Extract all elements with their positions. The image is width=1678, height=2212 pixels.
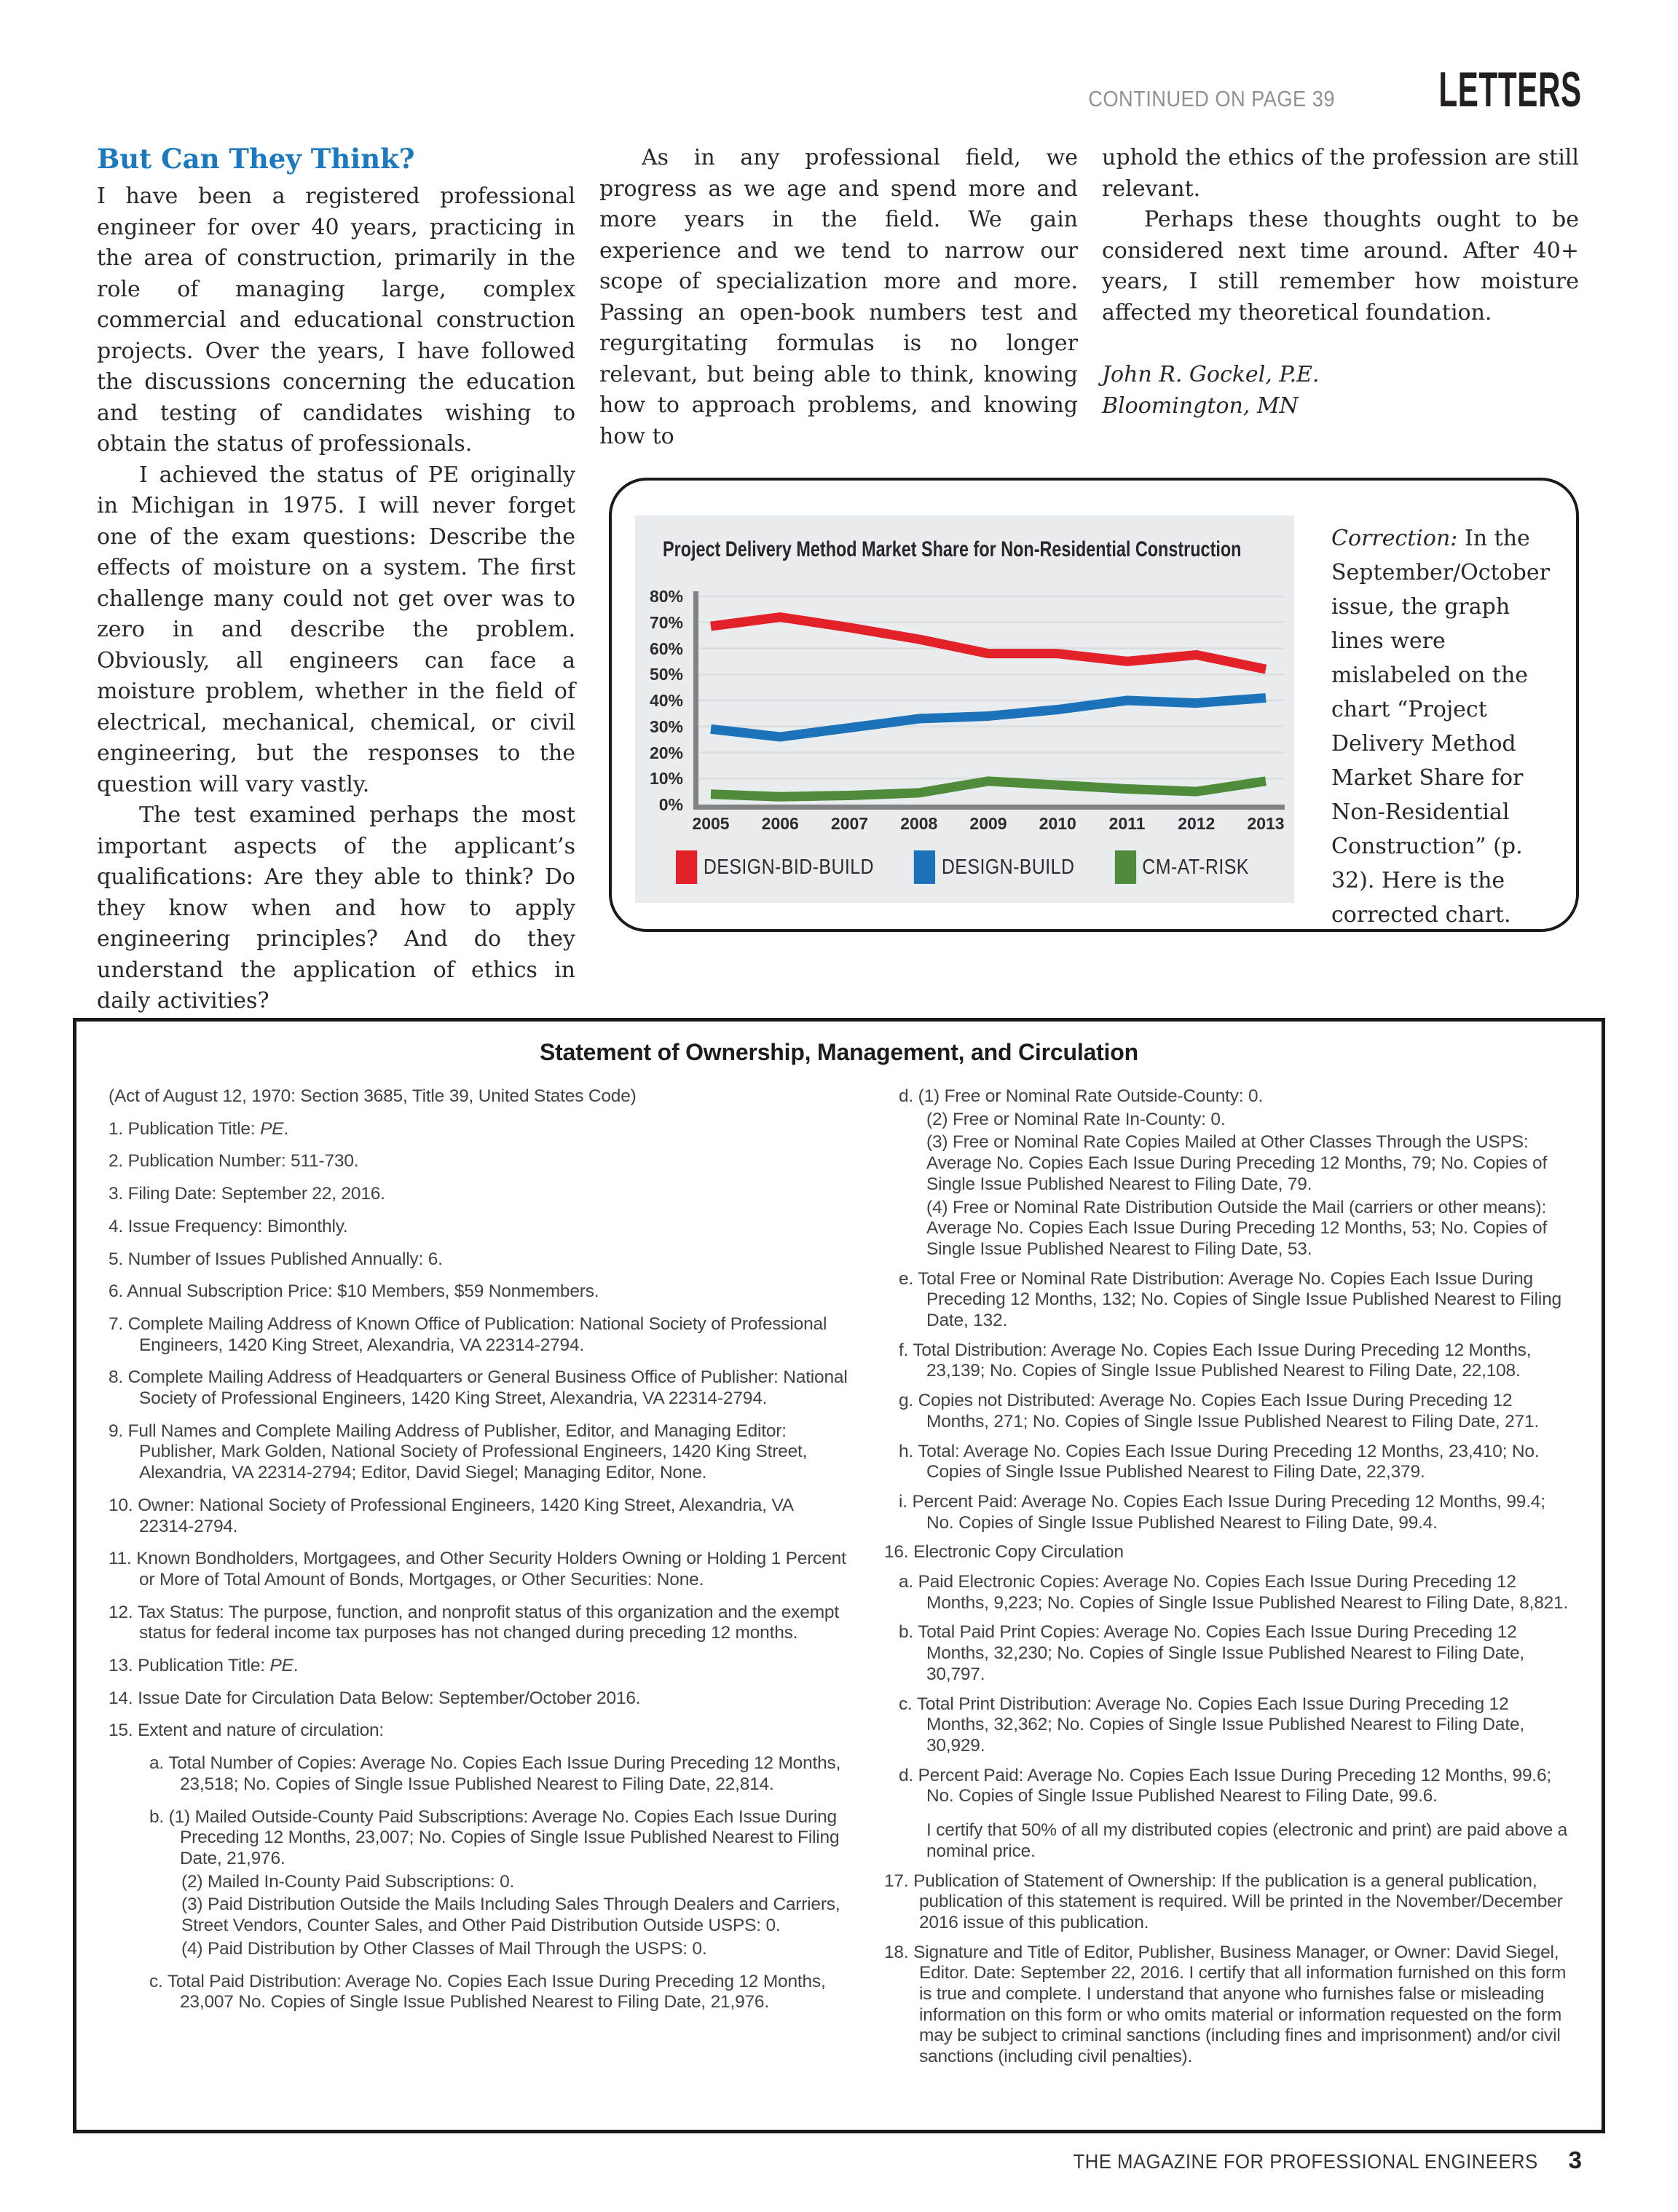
correction-label: Correction:	[1331, 526, 1458, 551]
correction-note	[1331, 521, 1561, 932]
legend-label: DESIGN-BUILD	[941, 855, 1075, 879]
statement-item-16c: c. Total Print Distribution: Average No. Copies Each Issue During Preceding 12 Months, 32,362; No. Copies of Single Issue Published Nearest to Filing Date, 30,929.	[899, 1694, 1524, 1755]
statement-act-line: (Act of August 12, 1970: Section 3685, Title 39, United States Code)	[109, 1086, 637, 1106]
page-footer	[1033, 2146, 1582, 2174]
chart-line-cm-at-risk	[711, 781, 1266, 797]
statement-left-column	[109, 1086, 848, 2077]
signature-city: Bloomington, MN	[1102, 393, 1299, 419]
y-tick-label: 80%	[649, 587, 683, 606]
statement-item-15b4: (4) Paid Distribution by Other Classes of Mail Through the USPS: 0.	[181, 1938, 707, 1959]
statement-item-1: 1. Publication Title: PE.	[109, 1118, 288, 1139]
statement-item-4: 4. Issue Frequency: Bimonthly.	[109, 1216, 348, 1236]
statement-item-14: 14. Issue Date for Circulation Data Below: September/October 2016.	[109, 1688, 641, 1708]
legend-item	[914, 850, 1074, 884]
statement-item-17: 17. Publication of Statement of Ownership: If the publication is a general publication, publication of this statement is required. Will be printed in the November/December 2016 issue of this publication.	[884, 1871, 1563, 1932]
y-tick-label: 20%	[649, 743, 683, 762]
footer-magazine-title: THE MAGAZINE FOR PROFESSIONAL ENGINEERS	[1073, 2150, 1538, 2173]
letter-signature	[1102, 359, 1579, 422]
masthead	[1055, 61, 1582, 118]
continued-on-page-note: CONTINUED ON PAGE 39	[1088, 86, 1336, 111]
statement-item-5: 5. Number of Issues Published Annually: 6.	[109, 1249, 443, 1269]
statement-item-15c: c. Total Paid Distribution: Average No. Copies Each Issue During Preceding 12 Months, 23,007 No. Copies of Single Issue Published Nearest to Filing Date, 21,976.	[149, 1971, 826, 2012]
statement-item-15d4: (4) Free or Nominal Rate Distribution Outside the Mail (carriers or other means): Average No. Copies Each Issue During Preceding 12 Months, 53; No. Copies of Single Issue Published Nearest to Filing Date, 53.	[926, 1197, 1548, 1259]
line-chart-plot	[649, 587, 1285, 833]
x-tick-label: 2006	[761, 814, 799, 833]
statement-item-15h: h. Total: Average No. Copies Each Issue During Preceding 12 Months, 23,410; No. Copies of Single Issue Published Nearest to Filing Date, 22,379.	[899, 1441, 1540, 1482]
statement-right-column	[884, 1086, 1572, 2077]
x-tick-label: 2009	[969, 814, 1007, 833]
statement-columns	[76, 1066, 1602, 2077]
y-tick-label: 50%	[649, 665, 683, 684]
x-tick-label: 2013	[1247, 814, 1285, 833]
statement-item-15b: b. (1) Mailed Outside-County Paid Subscriptions: Average No. Copies Each Issue During Preceding 12 Months, 23,007; No. Copies of Single Issue Published Nearest to Filing Date, 21,976.	[149, 1806, 840, 1868]
statement-item-6: 6. Annual Subscription Price: $10 Members, $59 Nonmembers.	[109, 1281, 599, 1302]
statement-item-15g: g. Copies not Distributed: Average No. Copies Each Issue During Preceding 12 Months, 271; No. Copies of Single Issue Published Nearest to Filing Date, 271.	[899, 1391, 1540, 1431]
statement-item-11: 11. Known Bondholders, Mortgagees, and Other Security Holders Owning or Holding 1 Percent or More of Total Amount of Bonds, Mortgages, or Other Securities: None.	[109, 1549, 846, 1589]
statement-item-15b3: (3) Paid Distribution Outside the Mails Including Sales Through Dealers and Carriers, Street Vendors, Counter Sales, and Other Paid Distribution Outside USPS: 0.	[181, 1895, 840, 1936]
statement-item-16: 16. Electronic Copy Circulation	[884, 1542, 1124, 1563]
statement-item-3: 3. Filing Date: September 22, 2016.	[109, 1184, 385, 1204]
signature-name: John R. Gockel, P.E.	[1102, 362, 1320, 387]
chart-line-design-bid-build	[711, 617, 1266, 670]
statement-item-2: 2. Publication Number: 511-730.	[109, 1151, 359, 1172]
statement-item-15d: d. (1) Free or Nominal Rate Outside-County: 0.	[899, 1086, 1264, 1106]
legend-label: CM-AT-RISK	[1142, 855, 1249, 879]
statement-certify-line: I certify that 50% of all my distributed copies (electronic and print) are paid above a nominal price.	[926, 1820, 1568, 1861]
statement-item-16b: b. Total Paid Print Copies: Average No. Copies Each Issue During Preceding 12 Months, 32,230; No. Copies of Single Issue Published Nearest to Filing Date, 30,797.	[899, 1622, 1524, 1684]
statement-item-15i: i. Percent Paid: Average No. Copies Each Issue During Preceding 12 Months, 99.4; No. Copies of Single Issue Published Nearest to Filing Date, 99.4.	[899, 1491, 1545, 1533]
statement-item-16d: d. Percent Paid: Average No. Copies Each Issue During Preceding 12 Months, 99.6; No. Copies of Single Issue Published Nearest to Filing Date, 99.6.	[899, 1765, 1552, 1806]
letter-paragraph: The test examined perhaps the most important aspects of the applicant’s qualifications: Are they able to think? Do they know when and how to apply engineering principles? And do they understand the application of ethics in daily activities?	[97, 802, 575, 1014]
statement-of-ownership-box	[73, 1018, 1605, 2133]
x-tick-label: 2012	[1178, 814, 1216, 833]
letter-paragraph: As in any professional field, we progress as we age and spend more and more years in the field. We gain experience and we tend to narrow our scope of specialization more and more. Passing an open-book numbers test and regurgitating formulas is no longer relevant, but being able to think, knowing how to approach problems, and knowing how to	[599, 145, 1078, 449]
statement-item-15d2: (2) Free or Nominal Rate In-County: 0.	[926, 1109, 1226, 1129]
statement-item-10: 10. Owner: National Society of Professional Engineers, 1420 King Street, Alexandria, VA 22314-2794.	[109, 1495, 793, 1536]
y-tick-label: 10%	[649, 769, 683, 789]
statement-item-16a: a. Paid Electronic Copies: Average No. Copies Each Issue During Preceding 12 Months, 9,223; No. Copies of Single Issue Published Nearest to Filing Date, 8,821.	[899, 1572, 1569, 1613]
letter-column-1	[97, 143, 575, 1017]
y-tick-label: 70%	[649, 612, 683, 632]
y-tick-label: 40%	[649, 691, 683, 710]
letter-column-3	[1102, 143, 1579, 422]
statement-item-15a: a. Total Number of Copies: Average No. Copies Each Issue During Preceding 12 Months, 23,518; No. Copies of Single Issue Published Nearest to Filing Date, 22,814.	[149, 1753, 841, 1794]
statement-item-7: 7. Complete Mailing Address of Known Office of Publication: National Society of Professional Engineers, 1420 King Street, Alexandria, VA 22314-2794.	[109, 1314, 827, 1355]
correction-text: In the September/October issue, the graph lines were mislabeled on the chart “Project Delivery Method Market Share for Non-Residential Construction” (p. 32). Here is the corrected chart.	[1331, 526, 1550, 928]
statement-title: Statement of Ownership, Management, and Circulation	[540, 1039, 1138, 1065]
section-title-letters: LETTERS	[1438, 62, 1582, 117]
chart-legend	[676, 850, 1249, 884]
y-tick-label: 60%	[649, 639, 683, 658]
x-axis-spine	[693, 805, 1285, 810]
y-axis-spine	[693, 591, 698, 810]
page-number: 3	[1568, 2146, 1582, 2173]
chart-svg	[693, 591, 1285, 810]
statement-item-15e: e. Total Free or Nominal Rate Distribution: Average No. Copies Each Issue During Preceding 12 Months, 132; No. Copies of Single Issue Published Nearest to Filing Date, 132.	[899, 1268, 1561, 1331]
legend-item	[1114, 850, 1248, 884]
chart-line-design-build	[711, 698, 1266, 737]
legend-swatch-icon	[914, 850, 935, 884]
letter-paragraph: I have been a registered professional engineer for over 40 years, practicing in the area of construction, primarily in the role of managing large, complex commercial and educational construction projects. Over the years, I have followed the discussions concerning the education and testing of candidates wishing to obtain the status of professionals.	[97, 183, 575, 457]
statement-item-12: 12. Tax Status: The purpose, function, and nonprofit status of this organization and the exempt status for federal income tax purposes has not changed during preceding 12 months.	[109, 1602, 839, 1643]
legend-label: DESIGN-BID-BUILD	[703, 855, 874, 879]
statement-item-9: 9. Full Names and Complete Mailing Address of Publisher, Editor, and Managing Editor: Publisher, Mark Golden, National Society of Professional Engineers, 1420 King Street, Alexandria, VA 22314-2794; Editor, David Siegel; Managing Editor, None.	[109, 1421, 808, 1483]
statement-item-15d3: (3) Free or Nominal Rate Copies Mailed at Other Classes Through the USPS: Average No. Copies Each Issue During Preceding 12 Months, 79; No. Copies of Single Issue Published Nearest to Filing Date, 79.	[926, 1132, 1548, 1194]
x-tick-label: 2010	[1039, 814, 1076, 833]
letter-column-2	[599, 143, 1078, 452]
x-tick-label: 2005	[692, 814, 730, 833]
letter-paragraph: uphold the ethics of the profession are still relevant.	[1102, 145, 1579, 202]
legend-swatch-icon	[1114, 850, 1135, 884]
x-tick-label: 2011	[1108, 814, 1146, 833]
correction-chart-box	[609, 478, 1579, 932]
statement-item-13: 13. Publication Title: PE.	[109, 1656, 299, 1676]
y-tick-label: 30%	[649, 716, 683, 736]
statement-item-15: 15. Extent and nature of circulation:	[109, 1721, 385, 1741]
chart-panel	[635, 516, 1294, 903]
letter-paragraph: I achieved the status of PE originally in Michigan in 1975. I will never forget one of the exam questions: Describe the effects of moisture on a system. The first challenge many could not get over was to zero in and describe the problem. Obviously, all engineers can face a moisture problem, whether in the field of electrical, mechanical, chemical, or civil engineering, but the responses to the question will vary vastly.	[97, 462, 575, 797]
x-tick-label: 2007	[830, 814, 869, 833]
legend-swatch-icon	[676, 850, 697, 884]
statement-item-18: 18. Signature and Title of Editor, Publisher, Business Manager, or Owner: David Siegel, Editor. Date: September 22, 2016. I certify that all information furnished on this form is true and complete. I understand that anyone who furnishes false or misleading information on this form or who omits material or information requested on the form may be subject to criminal sanctions (including fines and imprisonment) and/or civil sanctions (including civil penalties).	[884, 1942, 1567, 2067]
statement-item-8: 8. Complete Mailing Address of Headquarters or General Business Office of Publisher: National Society of Professional Engineers, 1420 King Street, Alexandria, VA 22314-2794.	[109, 1367, 848, 1409]
legend-item	[676, 850, 874, 884]
letter-paragraph: Perhaps these thoughts ought to be considered next time around. After 40+ years, I still remember how moisture affected my theoretical foundation.	[1102, 207, 1579, 325]
chart-title: Project Delivery Method Market Share for Non-Residential Construction	[663, 537, 1242, 561]
statement-item-15f: f. Total Distribution: Average No. Copies Each Issue During Preceding 12 Months, 23,139; No. Copies of Single Issue Published Nearest to Filing Date, 22,108.	[899, 1340, 1532, 1381]
y-tick-label: 0%	[658, 795, 683, 814]
letter-title: But Can They Think?	[97, 143, 415, 175]
x-tick-label: 2008	[900, 814, 938, 833]
statement-item-15b2: (2) Mailed In-County Paid Subscriptions: 0.	[181, 1871, 515, 1892]
